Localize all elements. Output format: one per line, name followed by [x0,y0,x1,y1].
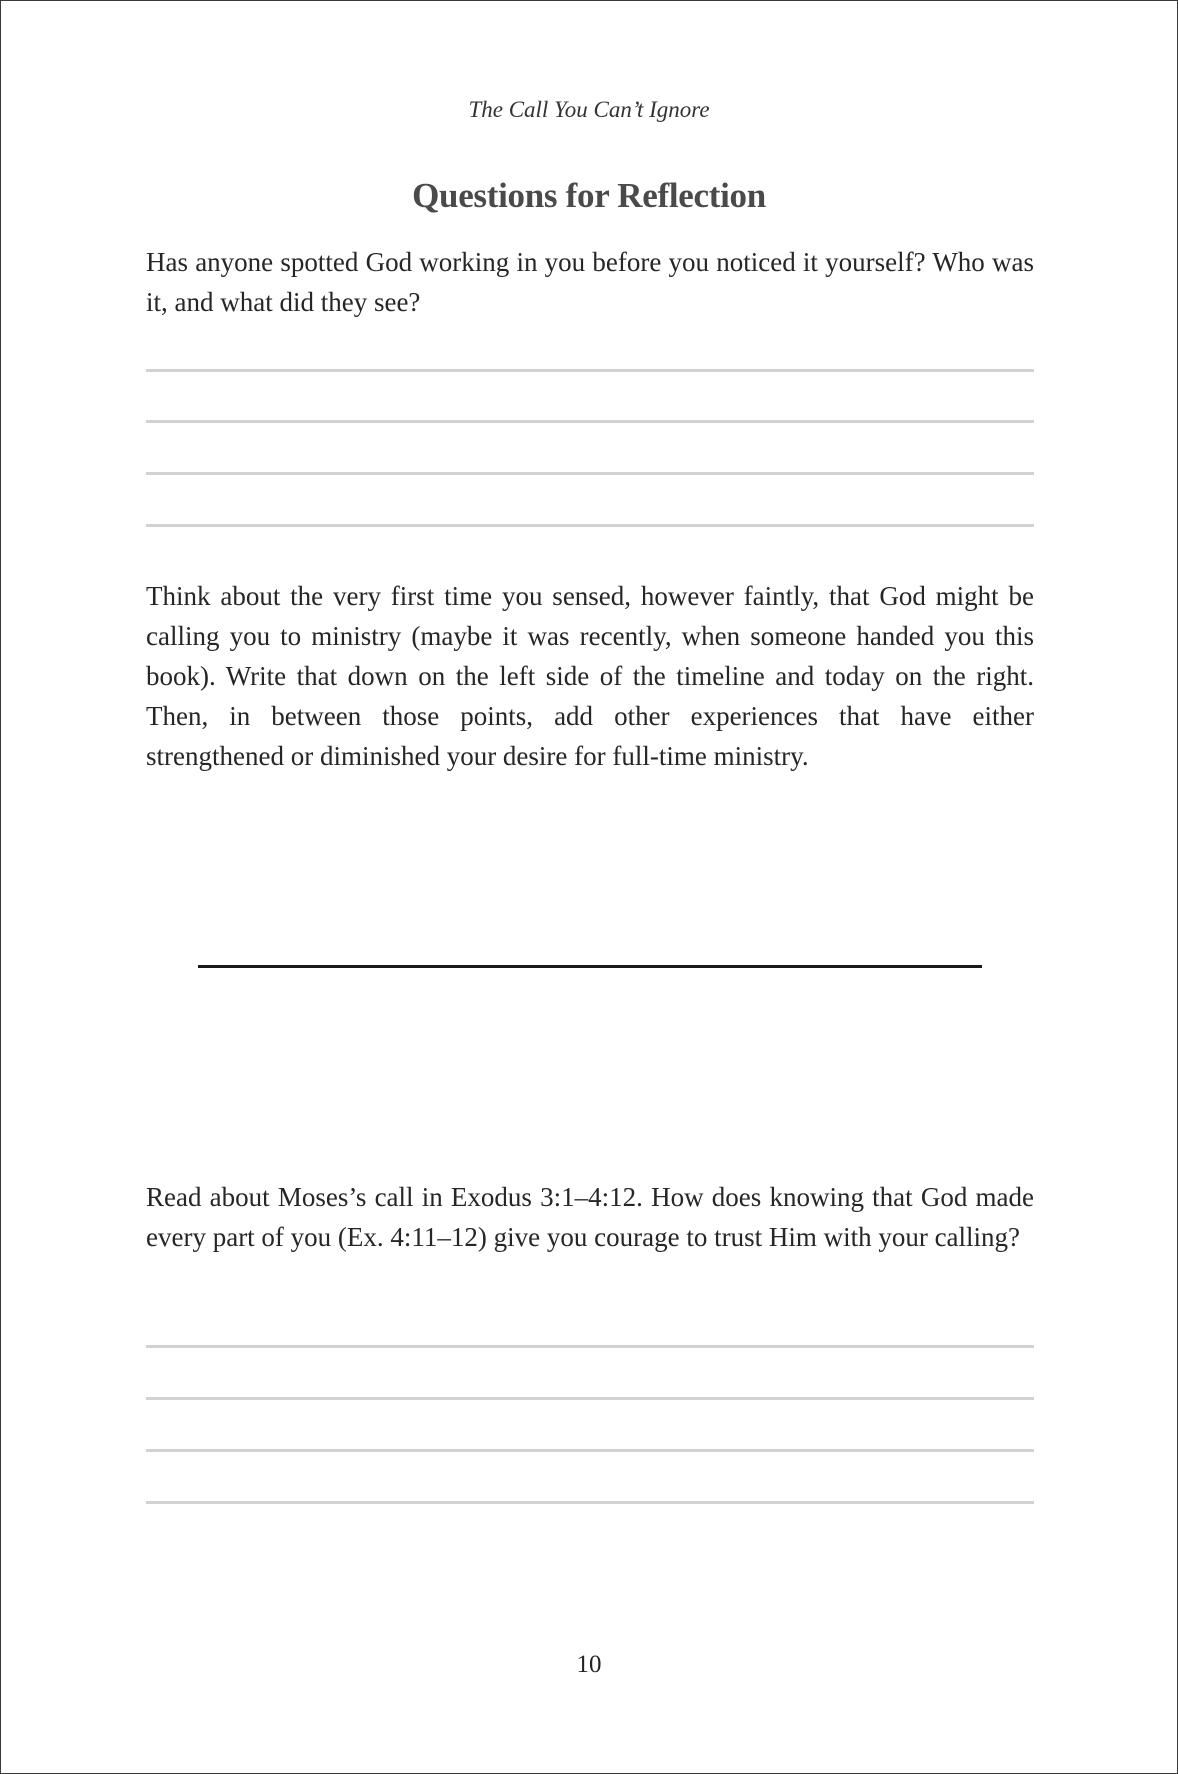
answer-line[interactable] [146,1397,1034,1400]
answer-line[interactable] [146,524,1034,527]
section-title: Questions for Reflection [412,176,766,215]
timeline-line[interactable] [198,965,982,968]
answer-line[interactable] [146,472,1034,475]
question-1-text: Has anyone spotted God working in you before you noticed it yourself? Who was it, and what did they see? [146,247,1034,317]
answer-line[interactable] [146,1501,1034,1504]
answer-line[interactable] [146,1449,1034,1452]
answer-line[interactable] [146,420,1034,423]
running-head: The Call You Can’t Ignore [468,97,710,122]
question-2-text: Think about the very first time you sensed, however faintly, that God might be calling you to ministry (maybe it was recently, when someone handed you this book). Write that down on the left side of the timeline and today on the right. Then, in between those points, add other experiences that have either strengthened or diminished your desire for full-time ministry. [146,581,1034,771]
page-number: 10 [576,1651,602,1678]
question-3-text: Read about Moses’s call in Exodus 3:1–4:12. How does knowing that God made every part of you (Ex. 4:11–12) give you courage to trust Him with your calling? [146,1182,1034,1252]
answer-line[interactable] [146,1345,1034,1348]
answer-line[interactable] [146,369,1034,372]
